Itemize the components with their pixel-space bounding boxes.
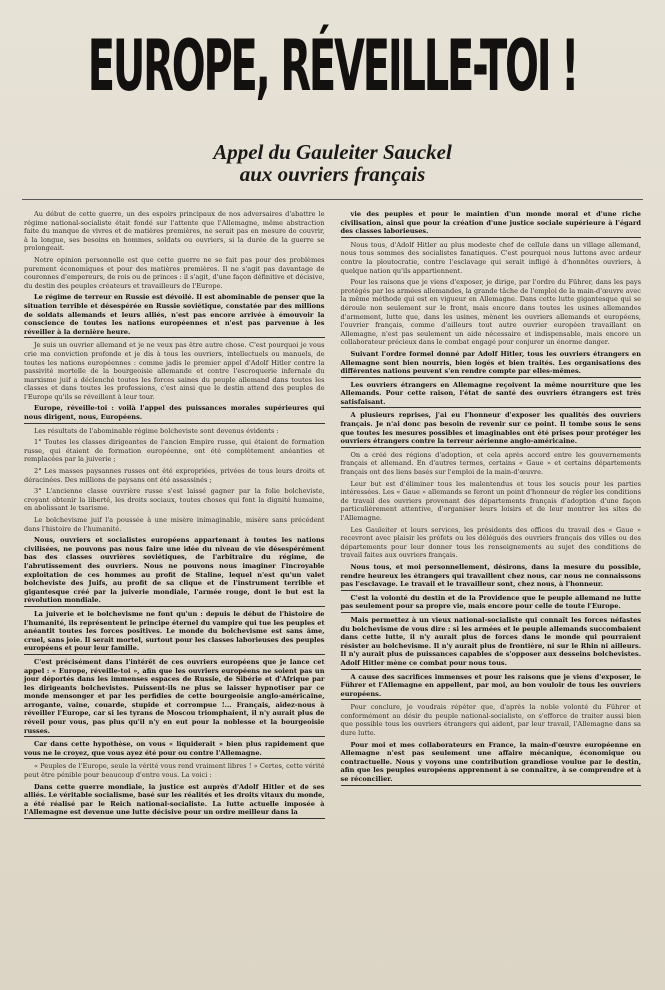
paragraph: Notre opinion personnelle est que cette guerre ne se fait pas pour des problèmes purement économiques et pour des matières premières. Il ne s'agit pas davantage de couronnes d'empereurs, de rois ou de princes : il s'agit, d'une façon définitive et décisive, du destin des peuples créateurs et travailleurs de l'Europe. [24,255,325,290]
paragraph: Nous, ouvriers et socialistes européens appartenant à toutes les nations civilisées, ne pouvons pas nous faire une idée du niveau de vie désespérément bas des classes ouvrières soviétiques, de l'arbitraire du régime, de l'abrutissement des ouvriers. Nous ne pouvons nous imaginer l'incroyable exploitation de ces hommes au profit de Staline, lequel n'est qu'un valet bolcheviste des Juifs, au profit de sa clique et de l'instrument terrible et gigantesque créé par la juiverie mondiale, l'armée rouge, dont le but est la révolution mondiale. [24,536,325,607]
paragraph: Les résultats de l'abominable régime bolcheviste sont devenus évidents : [34,426,279,435]
paragraph: Leur but est d'éliminer tous les malentendus et tous les soucis pour les parties intéressées. Les « Gaue » allemands se feront un point d'honneur de régler les conditions de travail des ouvriers provenant des départements français d'adoption d'une façon particulièrement attentive, d'organiser leurs loisirs et de leur montrer les sites de l'Allemagne. [340,479,641,522]
paragraph: Le bolchevisme juif l'a poussée à une misère inimaginable, misère sans précédent dans l'histoire de l'humanité. [24,516,325,533]
body-columns [16,200,649,822]
paragraph: Pour conclure, je voudrais répéter que, d'après la noble volonté du Führer et conformément au désir du peuple national-socialiste, on s'efforce de traiter aussi bien que possible tous les ouvriers étrangers qui aident, par leur travail, l'Allemagne dans sa dure lutte. [340,703,641,738]
paragraph: vie des peuples et pour le maintien d'un monde moral et d'une riche civilisation, ainsi que pour la création d'une justice sociale supérieure à l'égard des classes laborieuses. [341,210,642,238]
paragraph: Suivant l'ordre formel donné par Adolf Hitler, tous les ouvriers étrangers en Allemagne sont bien nourris, bien logés et bien traités. Les organisations des différentes nations peuvent s'en rendre compte par elles-mêmes. [341,350,642,378]
paragraph: Car dans cette hypothèse, on vous « liquiderait » bien plus rapidement que vous ne le croyez, que vous ayez été pour ou contre l'Allemagne. [24,740,325,759]
paragraph: Le régime de terreur en Russie est dévoilé. Il est abominable de penser que la situation terrible et désespérée en Russie soviétique, constatée par des millions de soldats allemands et leurs alliés, n'est pas encore arrivée à émouvoir la conscience de toutes les nations européennes et n'est pas parvenue à les réveiller à la dernière heure. [24,293,325,338]
paragraph: On a créé des régions d'adoption, et cela après accord entre les gouvernements français et allemand. En d'autres termes, certains « Gaue » et certains départements français ont des liens basés sur l'emploi de la main-d'œuvre. [340,450,641,477]
paragraph: A cause des sacrifices immenses et pour les raisons que je viens d'exposer, le Führer et l'Allemagne en appellent, par moi, au bon vouloir de tous les ouvriers européens. [341,673,642,701]
paragraph: A plusieurs reprises, j'ai eu l'honneur d'exposer les qualités des ouvriers français. Je n'ai donc pas besoin de revenir sur ce point. Il tombe sous le sens que toutes les mesures possibles et imaginables ont été prises pour protéger les ouvriers étrangers contre la terreur aérienne anglo-américaine. [341,411,642,447]
paragraph: Mais permettez à un vieux national-socialiste qui connaît les forces néfastes du bolchevisme de vous dire : si les armées et le peuple allemands succombaient dans cette lutte, il n'y aurait plus de forces dans le monde qui pourraient résister au bolchevisme. Il n'y aurait plus de frontière, ni sur le Rhin ni ailleurs. Il n'y aurait plus de puissances capables de s'opposer aux desseins bolchevistes. Adolf Hitler mène ce combat pour nous tous. [341,616,642,670]
subtitle-line-1: Appel du Gauleiter Sauckel [213,140,452,164]
paragraph: Les Gauleiter et leurs services, les présidents des offices du travail des « Gaue » recevront avec plaisir les préfets ou les délégués des ouvriers français des villes ou des départements pour leur donner tous les renseignements au sujet des conditions de travail faites aux ouvriers français. [340,525,641,560]
paragraph: C'est précisément dans l'intérêt de ces ouvriers européens que je lance cet appel : « Europe, réveille-toi », afin que les ouvriers européens ne soient pas un jour déportés dans les immenses espaces de Russie, de Sibérie et d'Afrique par les dirigeants bolchevistes. Puissent-ils ne plus se laisser hypnotiser par ce monde mensonger et par les perfidies de cette bourgeoisie anglo-américaine, arrogante, vaine, couarde, stupide et corrompue !... Français, aidez-nous à réveiller l'Europe, car si les tyrans de Moscou triomphaient, il n'y aurait plus de réveil pour vous, pas plus qu'il n'y en eut pour la noblesse et la bourgeoisie russes. [24,658,325,737]
paragraph: Europe, réveille-toi : voilà l'appel des puissances morales supérieures qui nous dirigent, nous, Européens. [24,404,325,423]
paragraph: 1° Toutes les classes dirigeantes de l'ancien Empire russe, qui étaient de formation russe, qui étaient de formation européenne, ont été complètement anéanties et remplacées par la juiverie ; [24,438,325,464]
paragraph: La juiverie et le bolchevisme ne font qu'un : depuis le début de l'histoire de l'humanité, ils représentent le principe éternel du vampire qui tue les peuples et anéantit toutes les forces positives. Le monde du bolchevisme est sans âme, cruel, sans joie. Il serait mortel, surtout pour les classes laborieuses des peuples européens et pour leur famille. [24,610,325,655]
paragraph: Les ouvriers étrangers en Allemagne reçoivent la même nourriture que les Allemands. Pour cette raison, l'état de santé des ouvriers étrangers est très satisfaisant. [341,381,642,409]
paragraph: Pour moi et mes collaborateurs en France, la main-d'œuvre européenne en Allemagne n'est pas seulement une affaire mécanique, économique ou contractuelle. Nous y voyons une contribution grandiose voulue par le destin, afin que les peuples européens apprennent à se connaître, à se comprendre et à se réconcilier. [341,741,642,786]
poster-title: EUROPE, RÉVEILLE-TOI ! [87,26,578,108]
paragraph: Je suis un ouvrier allemand et je ne veux pas être autre chose. C'est pourquoi je vous crie ma conviction profonde et je dis à tous les ouvriers, intellectuels ou manuels, de toutes les nations européennes : comme jadis le premier appel d'Adolf Hitler contre la passivité mortelle de la bourgeoisie allemande et contre l'escroquerie infernale du marxisme juif a déclenché toutes les forces saines du peuple allemand dans toutes les classes et dans toutes les professions, c'est ainsi que le destin attend des peuples de l'Europe qu'ils se réveillent à leur tour. [24,341,325,401]
paragraph: C'est la volonté du destin et de la Providence que le peuple allemand ne lutte pas seulement pour sa propre vie, mais encore pour celle de toute l'Europe. [341,594,642,613]
paragraph: 2° Les masses paysannes russes ont été expropriées, privées de tous leurs droits et déracinées. Des millions de paysans ont été assassinés ; [24,467,325,484]
paragraph: « Peuples de l'Europe, seule la vérité vous rend vraiment libres ! » Certes, cette vérité peut être pénible pour beaucoup d'entre vous. La voici : [24,762,325,780]
subtitle-line-2: aux ouvriers français [239,162,426,186]
poster-subtitle [16,141,649,185]
paragraph: Au début de cette guerre, un des espoirs principaux de nos adversaires d'abattre le régime national-socialiste était fondé sur l'attente que l'Allemagne, même abstraction faite du manque de vivres et de matières premières, ne serait pas en mesure de couvrir, à la longue, ses besoins en hommes, soldats ou ouvriers, si la durée de la guerre se prolongeait. [24,210,325,253]
paragraph: Nous tous, et moi personnellement, désirons, dans la mesure du possible, rendre heureux les étrangers qui travaillent chez nous, car nous ne connaissons pas l'esclavage. Le travail et le travailleur sont, chez nous, à l'honneur. [341,563,642,591]
paragraph: Pour les raisons que je viens d'exposer, je dirige, par l'ordre du Führer, dans les pays protégés par les armées allemandes, la grande tâche de l'emploi de la main-d'œuvre avec la même méthode qui est en vigueur en Allemagne. Dans cette lutte gigantesque qui se déroule non seulement sur le front, mais encore dans toutes les usines allemandes d'armement, lutte que, dans les usines, mènent les ouvriers allemands et européens, l'ouvrier français, comme d'ailleurs tout autre ouvrier européen travaillant en Allemagne, n'est pas seulement un aide nécessaire et indispensable, mais encore un collaborateur précieux dans le combat engagé pour conjurer un énorme danger. [340,278,641,347]
paragraph: Nous tous, d'Adolf Hitler au plus modeste chef de cellule dans un village allemand, nous tous sommes des socialistes fanatiques. C'est pourquoi nous luttons avec ardeur contre la ploutocratie, contre l'esclavage qui serait infligé à d'honnêtes ouvriers, à quelque nation qu'ils appartiennent. [340,240,641,275]
left-column [24,210,325,822]
right-column [341,210,642,822]
paragraph: 3° L'ancienne classe ouvrière russe s'est laissé gagner par la folie bolcheviste, croyant obtenir la liberté, les droits sociaux, toutes choses qui font la dignité humaine, en abolissant le tsarisme. [24,487,325,513]
paragraph: Dans cette guerre mondiale, la justice est auprès d'Adolf Hitler et de ses alliés. Le véritable socialisme, basé sur les réalités et les droits vitaux du monde, a été réalisé par le Reich national-socialiste. La lutte actuelle imposée à l'Allemagne est devenue une lutte décisive pour un ordre meilleur dans la [24,783,325,819]
